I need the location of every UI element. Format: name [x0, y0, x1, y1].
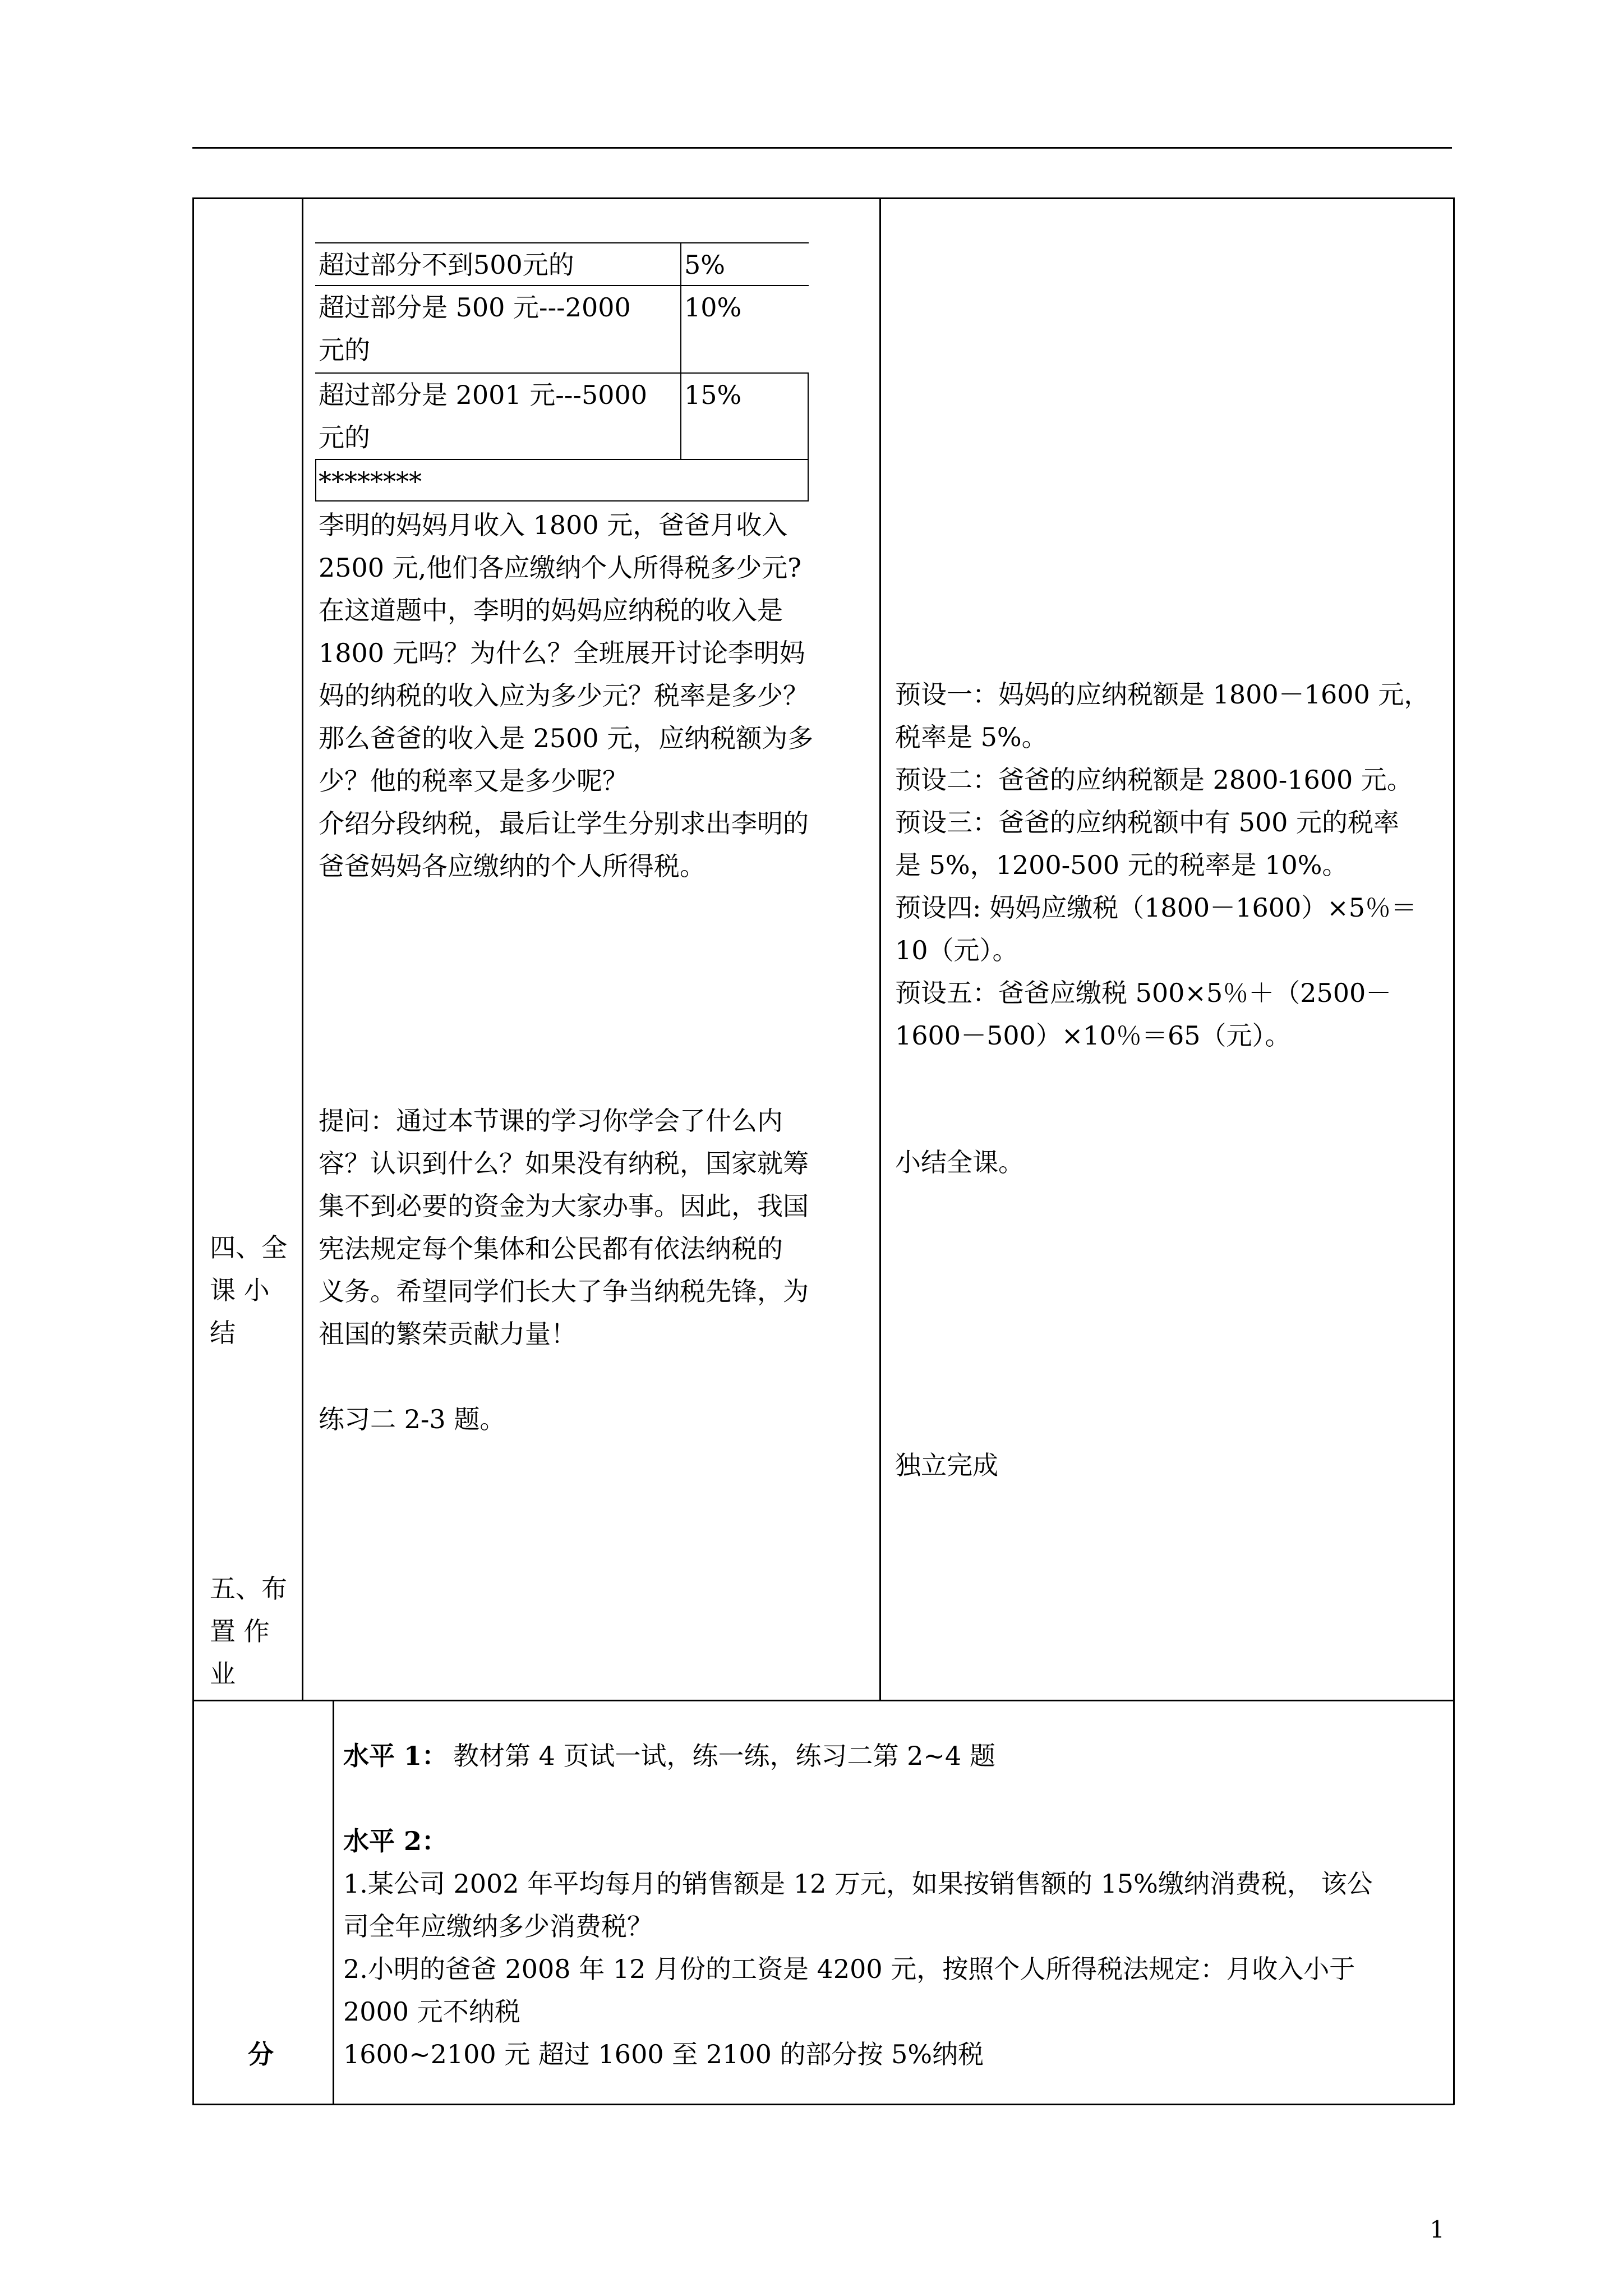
preset-line: 税率是 5%。: [895, 722, 1048, 752]
summary-line: 宪法规定每个集体和公民都有依法纳税的: [319, 1234, 783, 1264]
problem-line: 2500 元,他们各应缴纳个人所得税多少元?: [319, 553, 801, 583]
preset-line: 预设二：爸爸的应纳税额是 2800-1600 元。: [895, 765, 1413, 795]
problem-line: 妈的纳税的收入应为多少元？税率是多少？: [319, 680, 809, 711]
section-label-line: 五、布: [210, 1573, 287, 1604]
tax-row-2-rate: 10%: [684, 292, 742, 323]
section-label-line: 置 作: [210, 1616, 270, 1646]
tax-row-3-rate: 15%: [684, 380, 742, 410]
preset-line: 预设五：爸爸应缴税 500×5％＋（2500－: [895, 978, 1392, 1008]
level2-line: 2.小明的爸爸 2008 年 12 月份的工资是 4200 元，按照个人所得税法规定：月收入小于: [343, 1954, 1355, 1984]
section-label-line: 四、全: [210, 1232, 287, 1263]
preset-line: 是 5%，1200-500 元的税率是 10%。: [895, 850, 1348, 880]
page-number: 1: [1430, 2216, 1445, 2243]
summary-line: 祖国的繁荣贡献力量！: [319, 1319, 577, 1349]
preset-line: 预设一：妈妈的应纳税额是 1800－1600 元，: [895, 679, 1430, 710]
tiered-left-label: 分: [248, 2039, 274, 2069]
student-summary: 小结全课。: [895, 1147, 1024, 1177]
problem-line: 爸爸妈妈各应缴纳的个人所得税。: [319, 851, 706, 881]
level1-text: 教材第 4 页试一试，练一练，练习二第 2~4 题: [453, 1741, 995, 1771]
preset-line: 预设三：爸爸的应纳税额中有 500 元的税率: [895, 807, 1400, 838]
level1-title: 水平 1：: [343, 1741, 448, 1771]
summary-line: 容？认识到什么？如果没有纳税，国家就筹: [319, 1148, 809, 1179]
tax-row-2-condition: 超过部分是 500 元---2000: [319, 292, 631, 323]
section-label-line: 课 小: [210, 1275, 270, 1305]
tax-row-3-condition-cont: 元的: [319, 422, 370, 453]
summary-line: 提问：通过本节课的学习你学会了什么内: [319, 1106, 783, 1136]
section-label-line: 业: [210, 1659, 236, 1689]
tax-row-1-condition: 超过部分不到500元的: [319, 250, 574, 280]
tax-row-2-condition-cont: 元的: [319, 335, 370, 365]
level2-line: 司全年应缴纳多少消费税？: [343, 1911, 653, 1941]
header-rule: [192, 147, 1452, 149]
preset-line: 1600－500）×10％＝65（元）。: [895, 1020, 1291, 1051]
tax-row-3-condition: 超过部分是 2001 元---5000: [319, 380, 648, 410]
problem-line: 李明的妈妈月收入 1800 元，爸爸月收入: [319, 510, 788, 540]
problem-line: 那么爸爸的收入是 2500 元，应纳税额为多: [319, 723, 814, 753]
problem-line: 在这道题中，李明的妈妈应纳税的收入是: [319, 595, 783, 625]
tax-table-footer: ********: [319, 466, 422, 496]
problem-line: 少？他的税率又是多少呢？: [319, 766, 628, 796]
level2-line: 2000 元不纳税: [343, 1996, 520, 2027]
level2-line: 1.某公司 2002 年平均每月的销售额是 12 万元，如果按销售额的 15%缴纳消费税， 该公: [343, 1869, 1373, 1899]
student-homework: 独立完成: [895, 1450, 998, 1480]
summary-line: 集不到必要的资金为大家办事。因此，我国: [319, 1191, 809, 1221]
problem-line: 介绍分段纳税，最后让学生分别求出李明的: [319, 808, 809, 839]
level2-title: 水平 2：: [343, 1826, 448, 1856]
preset-line: 10（元）。: [895, 935, 1018, 965]
tax-row-1-rate: 5%: [684, 250, 725, 280]
summary-line: 义务。希望同学们长大了争当纳税先锋，为: [319, 1276, 809, 1306]
level2-line: 1600~2100 元 超过 1600 至 2100 的部分按 5%纳税: [343, 2039, 984, 2069]
problem-line: 1800 元吗？为什么？全班展开讨论李明妈: [319, 638, 805, 668]
teacher-homework: 练习二 2-3 题。: [319, 1404, 506, 1434]
section-label-line: 结: [210, 1318, 236, 1348]
preset-line: 预设四: 妈妈应缴税（1800－1600）×5％＝: [895, 892, 1417, 923]
